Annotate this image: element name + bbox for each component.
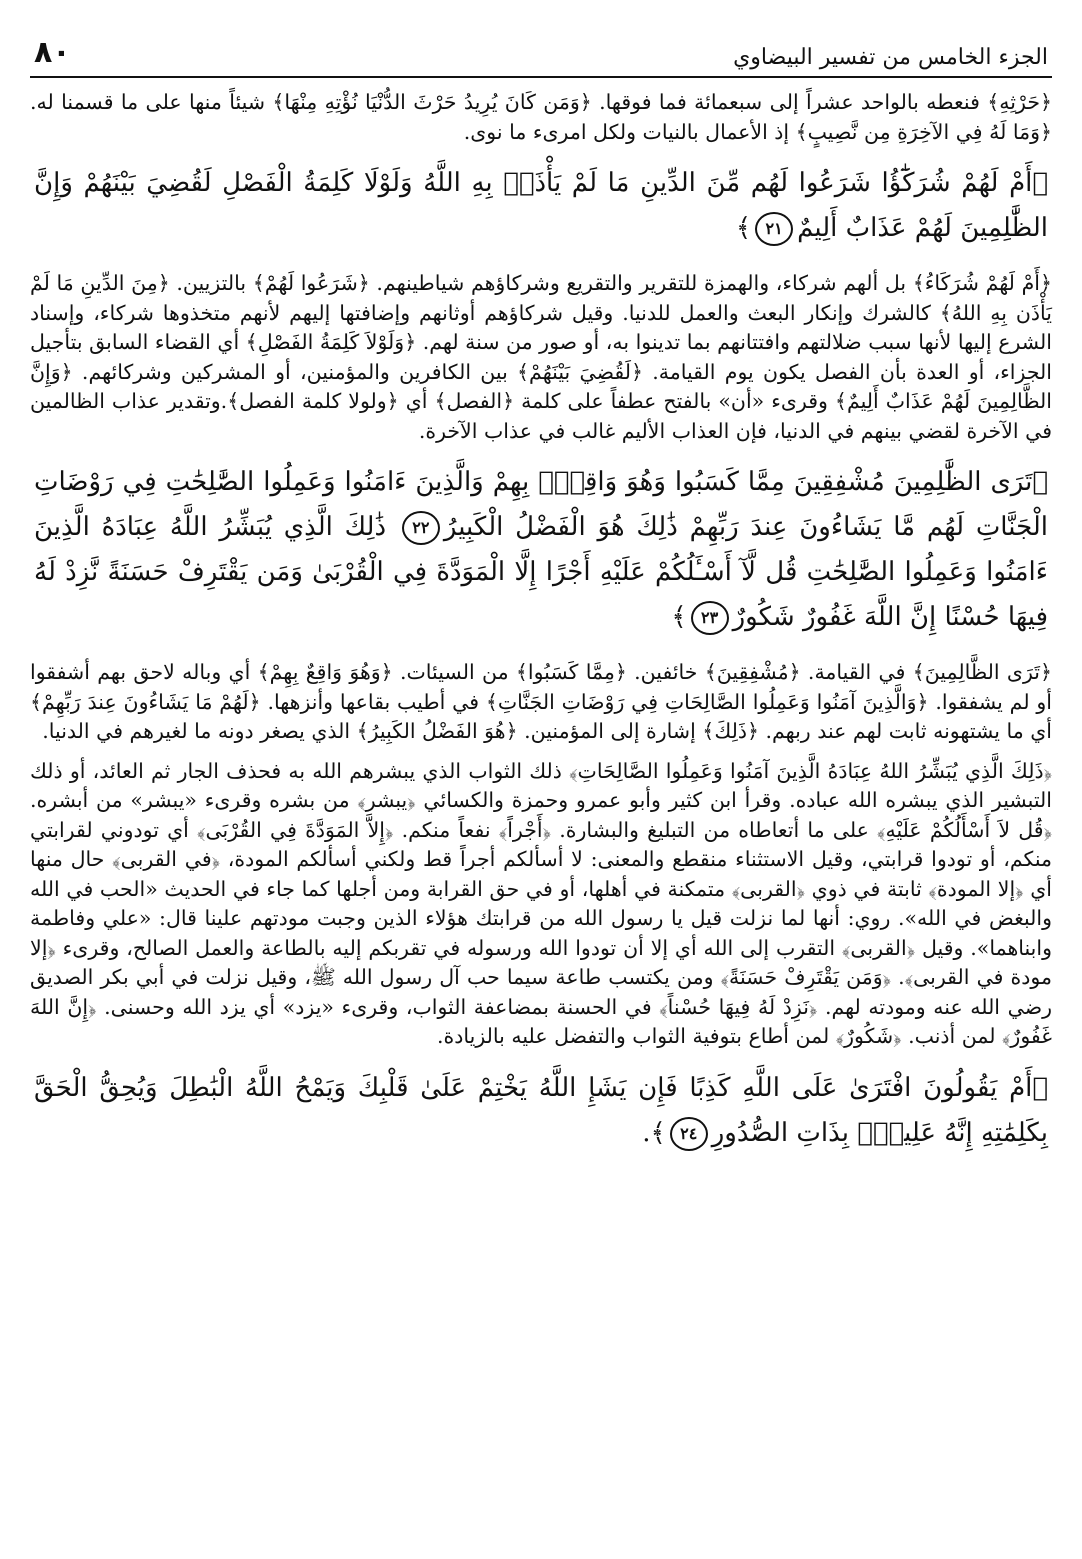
quran-verse-block: ﴿أَمْ يَقُولُونَ افْتَرَىٰ عَلَى اللَّهِ كَذِبًا فَإِن يَشَإِ اللَّهُ يَخْتِمْ عَلَىٰ قَلْبِكَ وَيَمْحُ اللَّهُ الْبَٰطِلَ وَيُحِقُّ الْحَقَّ بِكَلِمَٰتِهِ إِنَّهُ عَلِيمٌۢ بِذَاتِ الصُّدُورِ٢٤﴾.: [30, 1066, 1052, 1156]
page-number: ٨٠: [34, 35, 71, 70]
verse-number-badge: ٢١: [755, 212, 793, 246]
page-content: [30, 88, 1052, 1156]
running-header: [30, 20, 1052, 78]
verse-number-badge: ٢٤: [670, 1117, 708, 1151]
book-title: الجزء الخامس من تفسير البيضاوي: [733, 45, 1048, 70]
quran-verse-block: ﴿أَمْ لَهُمْ شُرَكَٰٓؤُا شَرَعُوا لَهُم مِّنَ الدِّينِ مَا لَمْ يَأْذَنۢ بِهِ اللَّهُ وَلَوْلَا كَلِمَةُ الْفَصْلِ لَقُضِيَ بَيْنَهُمْ وَإِنَّ الظَّٰلِمِينَ لَهُمْ عَذَابٌ أَلِيمٌ٢١﴾: [30, 161, 1052, 251]
quran-verse-block: ﴿تَرَى الظَّٰلِمِينَ مُشْفِقِينَ مِمَّا كَسَبُوا وَهُوَ وَاقِعٌۢ بِهِمْ وَالَّذِينَ ءَامَنُوا وَعَمِلُوا الصَّٰلِحَٰتِ فِي رَوْضَاتِ الْجَنَّاتِ لَهُم مَّا يَشَاءُونَ عِندَ رَبِّهِمْ ذَٰلِكَ هُوَ الْفَضْلُ الْكَبِيرُ٢٢ ذَٰلِكَ الَّذِي يُبَشِّرُ اللَّهُ عِبَادَهُ الَّذِينَ ءَامَنُوا وَعَمِلُوا الصَّٰلِحَٰتِ قُل لَّآ أَسْـَٔلُكُمْ عَلَيْهِ أَجْرًا إِلَّا الْمَوَدَّةَ فِي الْقُرْبَىٰ وَمَن يَقْتَرِفْ حَسَنَةً نَّزِدْ لَهُ فِيهَا حُسْنًا إِنَّ اللَّهَ غَفُورٌ شَكُورٌ٢٣﴾: [30, 460, 1052, 640]
commentary-paragraph: ﴿تَرَى الظَّالِمِينَ﴾ في القيامة. ﴿مُشْفِقِينَ﴾ خائفين. ﴿مِمَّا كَسَبُوا﴾ من السيئات. ﴿وَهُوَ وَاقِعٌ بِهِمْ﴾ أي وباله لاحق بهم أشفقوا أو لم يشفقوا. ﴿وَالَّذِينَ آمَنُوا وَعَمِلُوا الصَّالِحَاتِ فِي رَوْضَاتِ الجَنَّاتِ﴾ في أطيب بقاعها وأنزهها. ﴿لَهُمْ مَا يَشَاءُونَ عِندَ رَبِّهِمْ﴾ أي ما يشتهونه ثابت لهم عند ربهم. ﴿ذَلِكَ﴾ إشارة إلى المؤمنين. ﴿هُوَ الفَضْلُ الكَبِيرُ﴾ الذي يصغر دونه ما لغيرهم في الدنيا.: [30, 660, 1052, 743]
commentary-paragraph: ﴿أَمْ لَهُمْ شُرَكَاءُ﴾ بل ألهم شركاء، والهمزة للتقرير والتقريع وشركاؤهم شياطينهم. ﴿شَرَعُوا لَهُمْ﴾ بالتزيين. ﴿مِنَ الدِّينِ مَا لَمْ يَأْذَن بِهِ اللهُ﴾ كالشرك وإنكار البعث والعمل للدنيا. وقيل شركاؤهم أوثانهم وإضافتها إليهم لأنهم متخذوها شركاء، وإسناد الشرع إليها لأنها سبب ضلالتهم وافتتانهم بما تدينوا به، أو صور من سنة لهم. ﴿وَلَوْلاَ كَلِمَةُ الفَصْلِ﴾ أي القضاء السابق بتأجيل الجزاء، أو العدة بأن الفصل يكون يوم القيامة. ﴿لَقُضِيَ بَيْنَهُمْ﴾ بين الكافرين والمؤمنين، أو المشركين وشركائهم. ﴿وَإِنَّ الظَّالِمِينَ لَهُمْ عَذَابٌ أَلِيمٌ﴾ وقرىء «أن» بالفتح عطفاً على كلمة ﴿الفصل﴾ أي ﴿ولولا كلمة الفصل﴾.وتقدير عذاب الظالمين في الآخرة لقضي بينهم في الدنيا، فإن العذاب الأليم غالب في عذاب الآخرة.: [30, 271, 1052, 443]
commentary-paragraph: ﴿حَرْثِهِ﴾ فنعطه بالواحد عشراً إلى سبعمائة فما فوقها. ﴿وَمَن كَانَ يُرِيدُ حَرْثَ الدُّنْيَا نُؤْتِهِ مِنْهَا﴾ شيئاً منها على ما قسمنا له. ﴿وَمَا لَهُ فِي الآخِرَةِ مِن نَّصِيبٍ﴾ إذ الأعمال بالنيات ولكل امرىء ما نوى.: [30, 90, 1052, 144]
page: [30, 20, 1052, 1540]
verse-number-badge: ٢٣: [691, 601, 729, 635]
verse-number-badge: ٢٢: [402, 511, 440, 545]
commentary-paragraph: ﴿ذَلِكَ الَّذِي يُبَشِّرُ اللهُ عِبَادَهُ الَّذِينَ آمَنُوا وَعَمِلُوا الصَّالِحَاتِ﴾ ذلك الثواب الذي يبشرهم الله به فحذف الجار ثم العائد، أو ذلك التبشير الذي يبشره الله عباده. وقرأ ابن كثير وأبو عمرو وحمزة والكسائي ﴿يبشر﴾ من بشره وقرىء «يبشر» من أبشره. ﴿قُل لاَ أَسْأَلُكُمْ عَلَيْهِ﴾ على ما أتعاطاه من التبليغ والبشارة. ﴿أَجْراً﴾ نفعاً منكم. ﴿إِلاَّ المَوَدَّةَ فِي القُرْبَى﴾ أي تودوني لقرابتي منكم، أو تودوا قرابتي، وقيل الاستثناء منقطع والمعنى: لا أسألكم أجراً قط ولكني أسألكم المودة، ﴿في القربى﴾ حال منها أي ﴿إلا المودة﴾ ثابتة في ذوي ﴿القربى﴾ متمكنة في أهلها، أو في حق القرابة ومن أجلها كما جاء في الحديث «الحب في الله والبغض في الله». روي: أنها لما نزلت قيل يا رسول الله من قرابتك هؤلاء الذين وجبت مودتهم علينا قال: «علي وفاطمة وابناهما». وقيل ﴿القربى﴾ التقرب إلى الله أي إلا أن تودوا الله ورسوله في تقربكم إليه بالطاعة والعمل الصالح، وقرىء ﴿إلا مودة في القربى﴾. ﴿وَمَن يَقْتَرِفْ حَسَنَةً﴾ ومن يكتسب طاعة سيما حب آل رسول الله ﷺ، وقيل نزلت في أبي بكر الصديق رضي الله عنه ومودته لهم. ﴿نَزِدْ لَهُ فِيهَا حُسْناً﴾ في الحسنة بمضاعفة الثواب، وقرىء «يزد» أي يزد الله وحسنى. ﴿إِنَّ اللهَ غَفُورٌ﴾ لمن أذنب. ﴿شَكُورٌ﴾ لمن أطاع بتوفية الثواب والتفضل عليه بالزيادة.: [30, 758, 1052, 1048]
